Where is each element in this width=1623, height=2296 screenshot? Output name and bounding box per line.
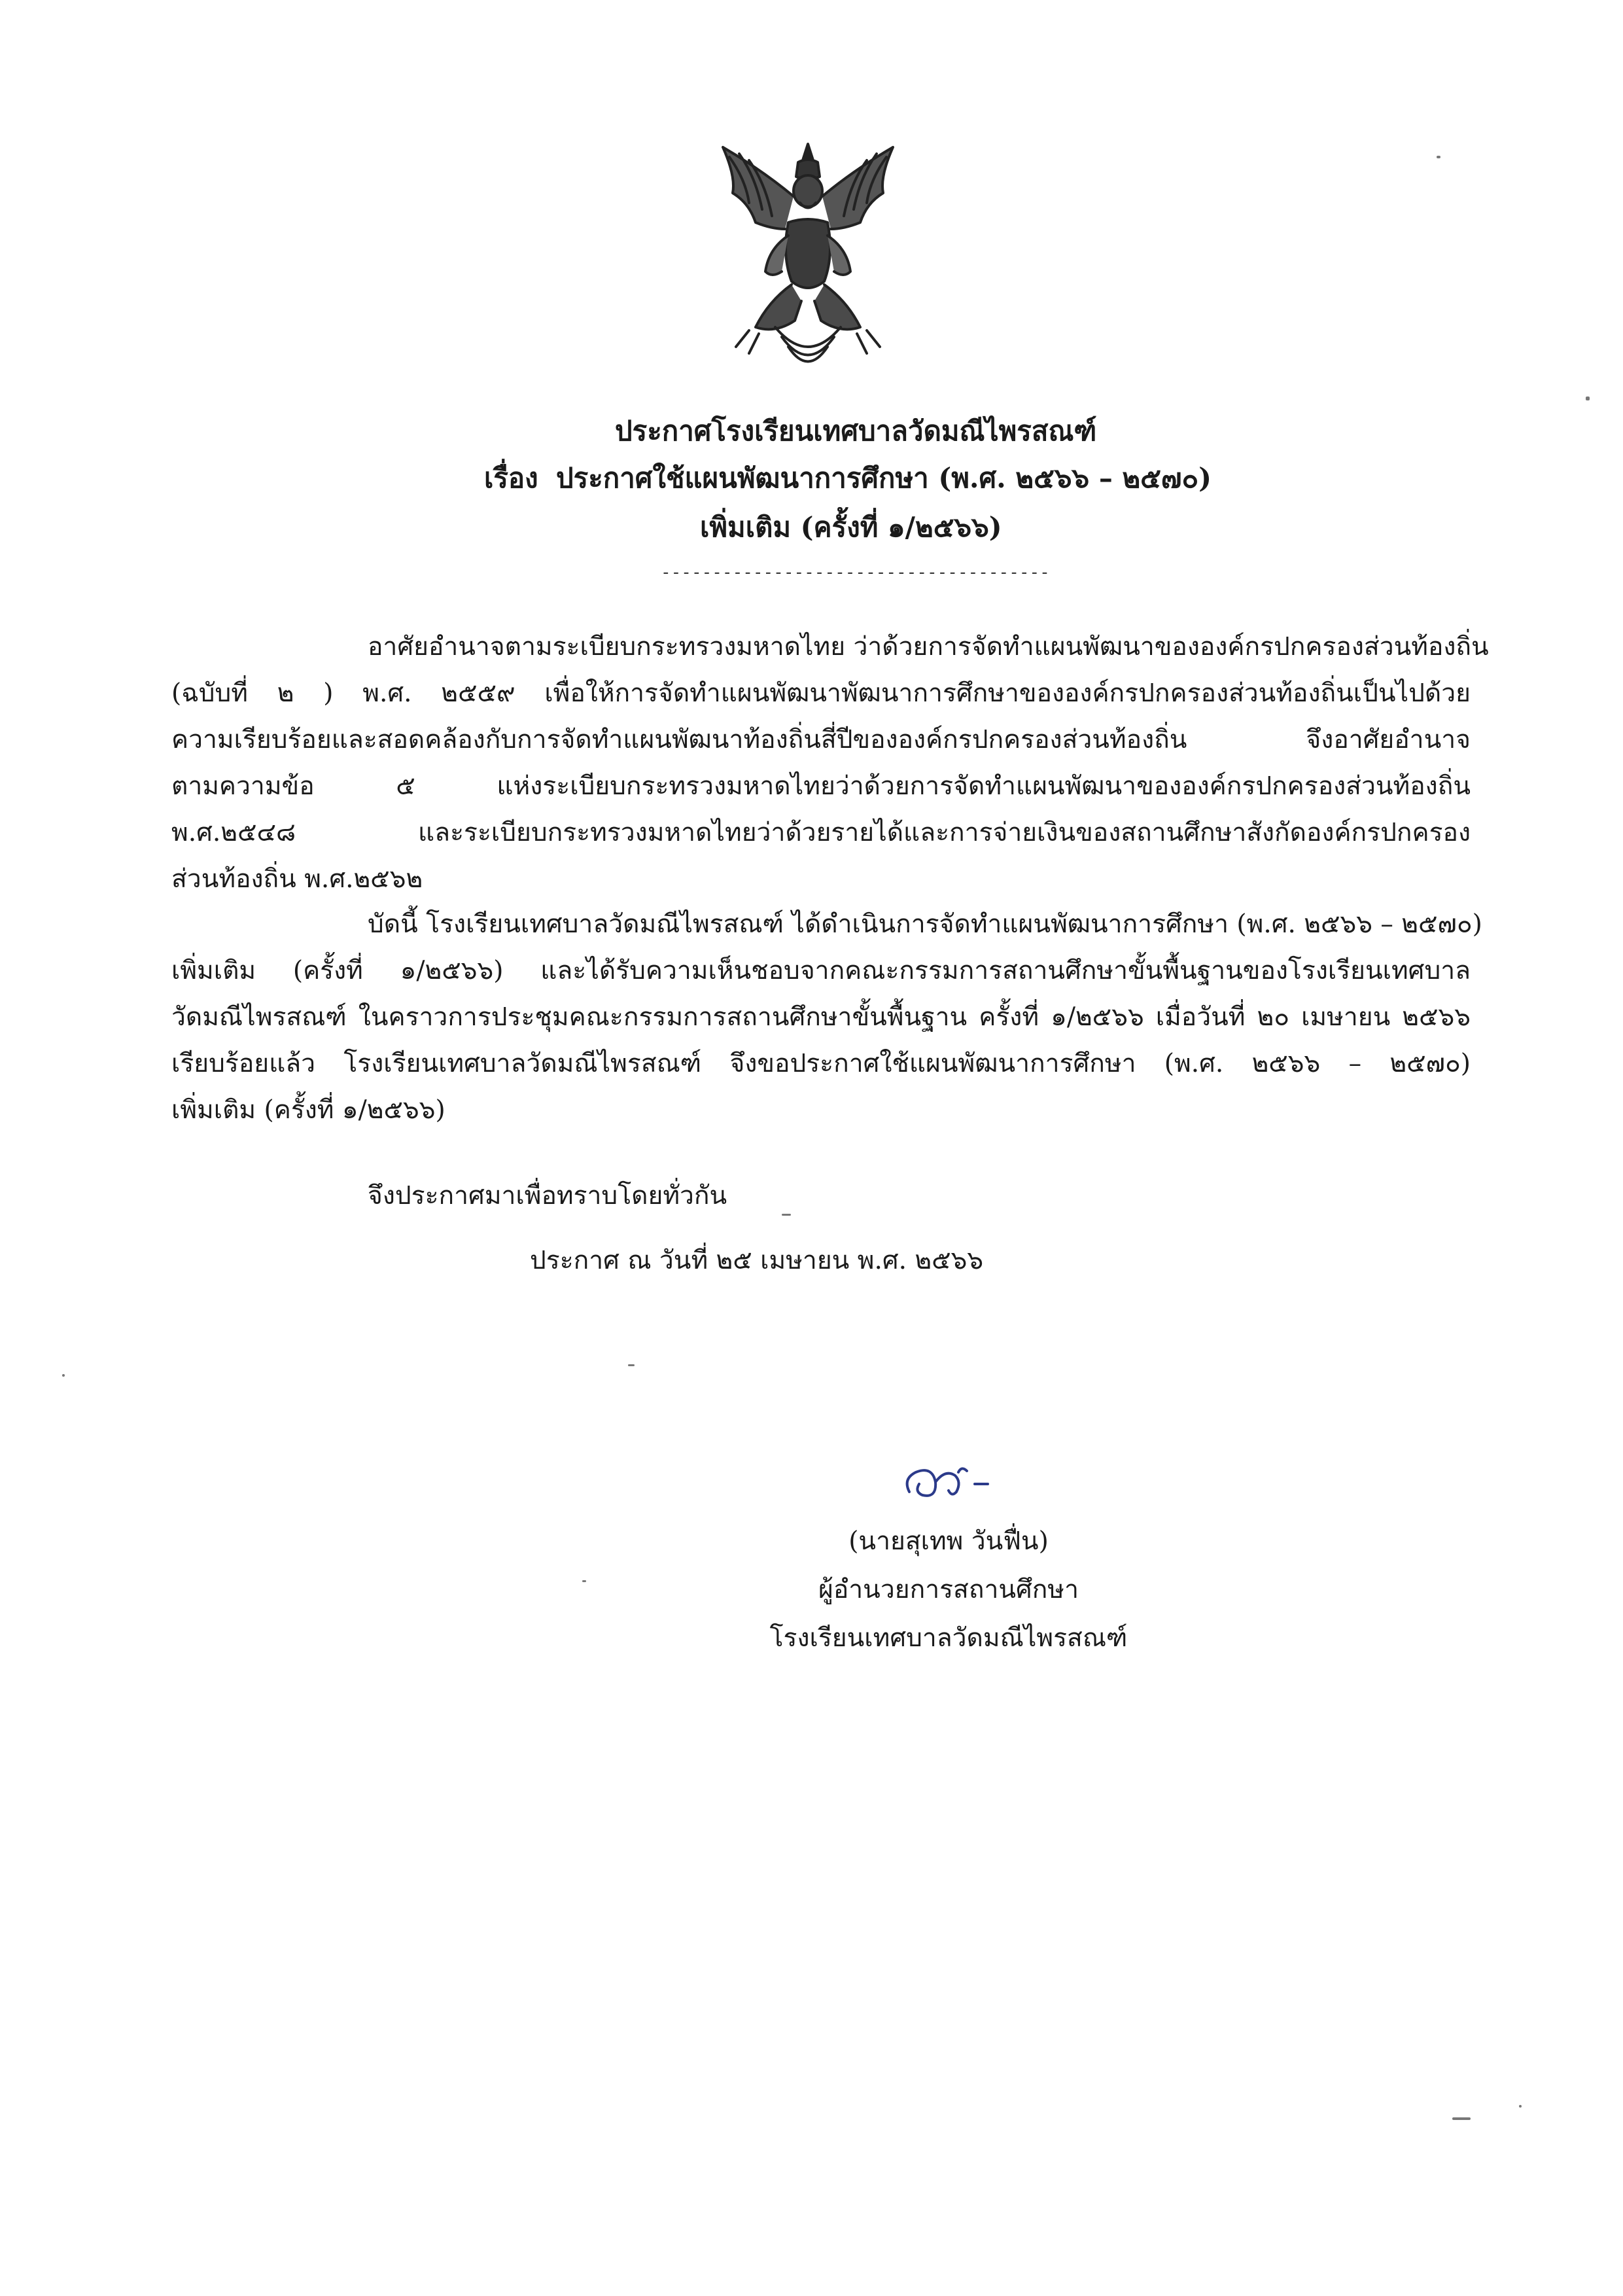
scan-speck [1452, 2117, 1471, 2120]
paragraph-line: เรียบร้อยแล้ว โรงเรียนเทศบาลวัดมณีไพรสณฑ์ จึงขอประกาศใช้แผนพัฒนาการศึกษา (พ.ศ. ๒๕๖๖ – ๒๕๗๐) [171, 1049, 1471, 1078]
subtitle: เพิ่มเติม (ครั้งที่ ๑/๒๕๖๖) [700, 511, 1002, 543]
scan-speck [1519, 2105, 1522, 2108]
signature [896, 1453, 1014, 1511]
paragraph-line: ตามความข้อ ๕ แห่งระเบียบกระทรวงมหาดไทยว่าด้วยการจัดทำแผนพัฒนาขององค์กรปกครองส่วนท้องถิ่น [171, 771, 1471, 801]
scan-speck [782, 1214, 791, 1216]
scan-speck [1437, 156, 1440, 158]
page-title: ประกาศโรงเรียนเทศบาลวัดมณีไพรสณฑ์ [615, 415, 1097, 447]
paragraph-2 [171, 901, 1482, 1133]
paragraph-line: ส่วนท้องถิ่น พ.ศ.๒๕๖๒ [171, 864, 423, 894]
signatory-organization: โรงเรียนเทศบาลวัดมณีไพรสณฑ์ [769, 1623, 1128, 1653]
paragraph-line: บัดนี้ โรงเรียนเทศบาลวัดมณีไพรสณฑ์ ได้ดำเนินการจัดทำแผนพัฒนาการศึกษา (พ.ศ. ๒๕๖๖ – ๒๕๗๐) [368, 910, 1482, 939]
subject-line [0, 458, 1623, 499]
scan-speck [628, 1364, 635, 1366]
paragraph-line: ความเรียบร้อยและสอดคล้องกับการจัดทำแผนพัฒนาท้องถิ่นสี่ปีขององค์กรปกครองส่วนท้องถิ่น จึงอาศัยอำนาจ [171, 725, 1471, 754]
paragraph-line: (ฉบับที่ ๒ ) พ.ศ. ๒๕๕๙ เพื่อให้การจัดทำแผนพัฒนาพัฒนาการศึกษาขององค์กรปกครองส่วนท้องถิ่นเป็นไปด้วย [171, 679, 1471, 708]
divider: -------------------------------------- [661, 563, 1050, 582]
paragraph-line: อาศัยอำนาจตามระเบียบกระทรวงมหาดไทย ว่าด้วยการจัดทำแผนพัฒนาขององค์กรปกครองส่วนท้องถิ่น [368, 632, 1489, 662]
closing-statement: จึงประกาศมาเพื่อทราบโดยทั่วกัน [368, 1181, 727, 1210]
signatory-position: ผู้อำนวยการสถานศึกษา [818, 1575, 1079, 1604]
paragraph-line: เพิ่มเติม (ครั้งที่ ๑/๒๕๖๖) และได้รับความเห็นชอบจากคณะกรรมการสถานศึกษาขั้นพื้นฐานของโรงเรียนเทศบาล [171, 956, 1471, 985]
scan-speck [1586, 397, 1590, 400]
paragraph-1 [171, 624, 1489, 902]
paragraph-line: พ.ศ.๒๕๔๘ และระเบียบกระทรวงมหาดไทยว่าด้วยรายได้และการจ่ายเงินของสถานศึกษาสังกัดองค์กรปกครอง [171, 818, 1471, 847]
signatory-name: (นายสุเทพ วันฟื่น) [848, 1527, 1049, 1556]
paragraph-line: เพิ่มเติม (ครั้งที่ ๑/๒๕๖๖) [171, 1095, 445, 1125]
scan-speck [582, 1580, 586, 1582]
announcement-date: ประกาศ ณ วันที่ ๒๕ เมษายน พ.ศ. ๒๕๖๖ [530, 1246, 984, 1275]
subject-text: ประกาศใช้แผนพัฒนาการศึกษา (พ.ศ. ๒๕๖๖ – ๒๕๗๐) [556, 462, 1212, 494]
subject-label: เรื่อง [484, 462, 538, 494]
garuda-emblem-icon [710, 131, 906, 380]
scan-speck [62, 1374, 65, 1377]
paragraph-line: วัดมณีไพรสณฑ์ ในคราวการประชุมคณะกรรมการสถานศึกษาขั้นพื้นฐาน ครั้งที่ ๑/๒๕๖๖ เมื่อวันที่ ๒๐ เมษายน ๒๕๖๖ [171, 1002, 1471, 1032]
